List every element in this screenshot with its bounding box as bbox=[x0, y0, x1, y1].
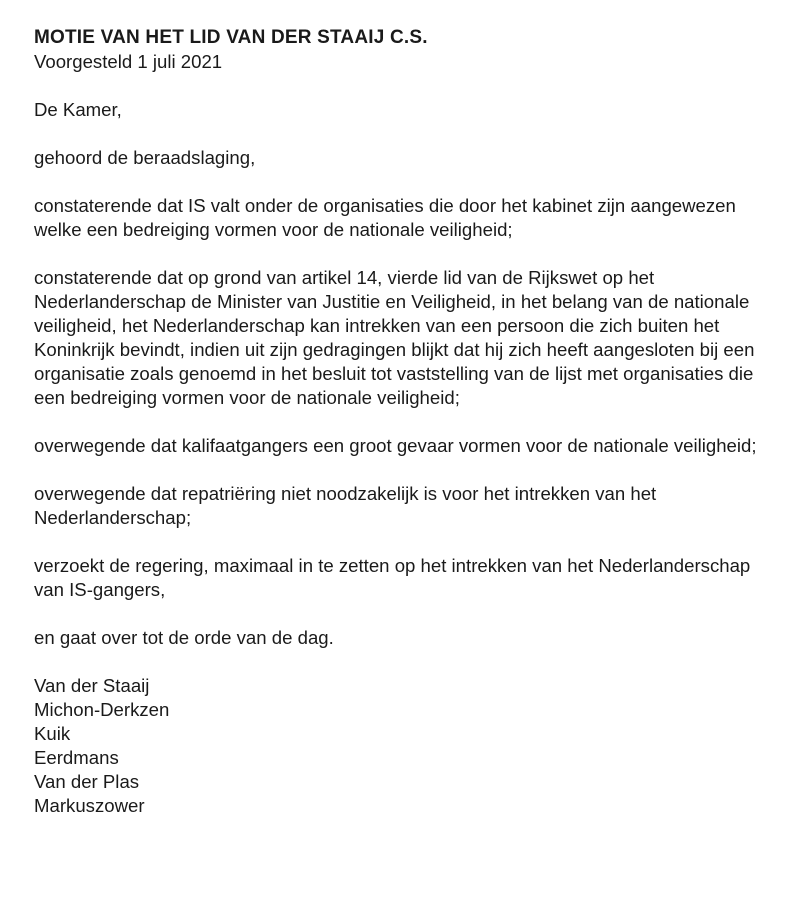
salutation: De Kamer, bbox=[34, 99, 122, 120]
paragraph-heard: gehoord de beraadslaging, bbox=[34, 147, 256, 168]
paragraph-closing: en gaat over tot de orde van de dag. bbox=[34, 627, 334, 648]
paragraph-weighing-repatriation: overwegende dat repatriëring niet noodzakelijk is voor het intrekken van het Nederlanderschap; bbox=[34, 483, 657, 528]
signers-list bbox=[34, 674, 774, 818]
signer-name: Michon-Derkzen bbox=[34, 699, 170, 720]
motion-document bbox=[34, 26, 774, 818]
signer-name: Markuszower bbox=[34, 795, 145, 816]
document-date: Voorgesteld 1 juli 2021 bbox=[34, 51, 223, 72]
paragraph-weighing-danger: overwegende dat kalifaatgangers een groot gevaar vormen voor de nationale veiligheid; bbox=[34, 435, 757, 456]
document-title: MOTIE VAN HET LID VAN DER STAAIJ C.S. bbox=[34, 27, 428, 48]
signer-name: Eerdmans bbox=[34, 747, 119, 768]
signer-name: Kuik bbox=[34, 723, 71, 744]
paragraph-considering-is: constaterende dat IS valt onder de organisaties die door het kabinet zijn aangewezen welke een bedreiging vormen voor de nationale veiligheid; bbox=[34, 195, 736, 240]
paragraph-request: verzoekt de regering, maximaal in te zetten op het intrekken van het Nederlanderschap van IS-gangers, bbox=[34, 555, 751, 600]
signer-name: Van der Staaij bbox=[34, 675, 150, 696]
paragraph-considering-article-14: constaterende dat op grond van artikel 14, vierde lid van de Rijkswet op het Nederlanderschap de Minister van Justitie en Veiligheid, in het belang van de nationale veiligheid, het Nederlanderschap kan intrekken van een persoon die zich buiten het Koninkrijk bevindt, indien uit zijn gedragingen blijkt dat hij zich heeft aangesloten bij een organisatie zoals genoemd in het besluit tot vaststelling van de lijst met organisaties die een bedreiging vormen voor de nationale veiligheid; bbox=[34, 267, 755, 408]
signer-name: Van der Plas bbox=[34, 771, 140, 792]
